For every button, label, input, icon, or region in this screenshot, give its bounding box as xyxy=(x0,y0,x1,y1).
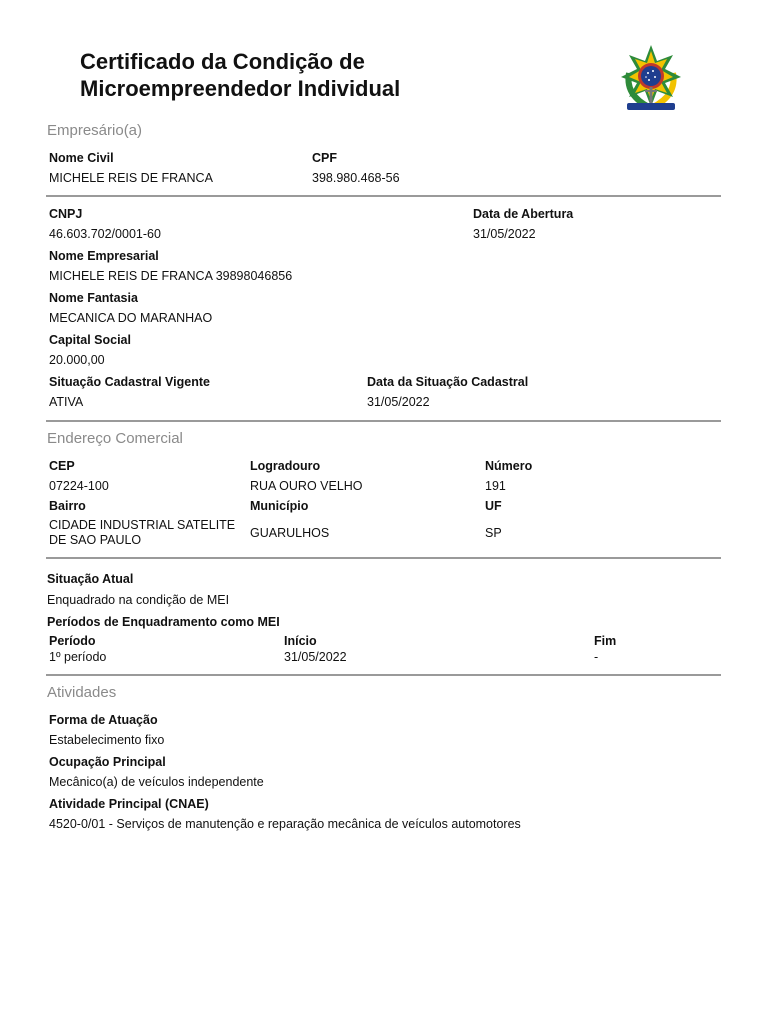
nome-empresarial-label: Nome Empresarial xyxy=(49,249,159,263)
divider xyxy=(46,674,721,676)
nome-empresarial-value: MICHELE REIS DE FRANCA 39898046856 xyxy=(49,269,293,283)
cpf-value: 398.980.468-56 xyxy=(312,171,400,185)
periodos-label: Períodos de Enquadramento como MEI xyxy=(47,615,280,629)
situacao-cadastral-label: Situação Cadastral Vigente xyxy=(49,375,210,389)
atividade-principal-value: 4520-0/01 - Serviços de manutenção e reparação mecânica de veículos automotores xyxy=(49,817,521,831)
data-abertura-value: 31/05/2022 xyxy=(473,227,536,241)
situacao-atual-value: Enquadrado na condição de MEI xyxy=(47,593,230,607)
inicio-value: 31/05/2022 xyxy=(284,650,347,664)
cep-value: 07224-100 xyxy=(49,479,109,493)
nome-fantasia-value: MECANICA DO MARANHAO xyxy=(49,311,213,325)
numero-value: 191 xyxy=(485,479,506,493)
forma-atuacao-label: Forma de Atuação xyxy=(49,713,158,727)
nome-civil-value: MICHELE REIS DE FRANCA xyxy=(49,171,213,185)
capital-social-label: Capital Social xyxy=(49,333,131,347)
divider xyxy=(46,557,721,559)
bairro-label: Bairro xyxy=(49,499,86,513)
cnpj-label: CNPJ xyxy=(49,207,83,221)
section-title-empresario: Empresário(a) xyxy=(47,122,143,139)
uf-label: UF xyxy=(485,499,502,513)
ocupacao-principal-value: Mecânico(a) de veículos independente xyxy=(49,775,264,789)
municipio-value: GUARULHOS xyxy=(250,526,330,540)
data-abertura-label: Data de Abertura xyxy=(473,207,574,221)
capital-social-value: 20.000,00 xyxy=(49,353,105,367)
ocupacao-principal-label: Ocupação Principal xyxy=(49,755,166,769)
uf-value: SP xyxy=(485,526,502,540)
atividade-principal-label: Atividade Principal (CNAE) xyxy=(49,797,209,811)
bairro-value-line2: DE SAO PAULO xyxy=(49,533,142,547)
logradouro-value: RUA OURO VELHO xyxy=(250,479,363,493)
cep-label: CEP xyxy=(49,459,75,473)
cpf-label: CPF xyxy=(312,151,337,165)
cnpj-value: 46.603.702/0001-60 xyxy=(49,227,161,241)
fim-header: Fim xyxy=(594,634,617,648)
page-title-line1: Certificado da Condição de xyxy=(80,49,365,74)
forma-atuacao-value: Estabelecimento fixo xyxy=(49,733,165,747)
periodo-value: 1º período xyxy=(49,650,107,664)
numero-label: Número xyxy=(485,459,533,473)
situacao-atual-label: Situação Atual xyxy=(47,572,134,586)
data-situacao-label: Data da Situação Cadastral xyxy=(367,375,529,389)
municipio-label: Município xyxy=(250,499,309,513)
nome-fantasia-label: Nome Fantasia xyxy=(49,291,138,305)
divider xyxy=(46,420,721,422)
page-title-line2: Microempreendedor Individual xyxy=(80,76,401,101)
bairro-value-line1: CIDADE INDUSTRIAL SATELITE xyxy=(49,518,236,532)
divider xyxy=(46,195,721,197)
brazil-coat-of-arms-icon xyxy=(615,43,687,115)
nome-civil-label: Nome Civil xyxy=(49,151,114,165)
situacao-cadastral-value: ATIVA xyxy=(49,395,84,409)
inicio-header: Início xyxy=(284,634,317,648)
fim-value: - xyxy=(594,650,599,664)
section-title-atividades: Atividades xyxy=(47,684,117,701)
periodo-header: Período xyxy=(49,634,96,648)
data-situacao-value: 31/05/2022 xyxy=(367,395,430,409)
logradouro-label: Logradouro xyxy=(250,459,321,473)
section-title-endereco: Endereço Comercial xyxy=(47,430,183,447)
